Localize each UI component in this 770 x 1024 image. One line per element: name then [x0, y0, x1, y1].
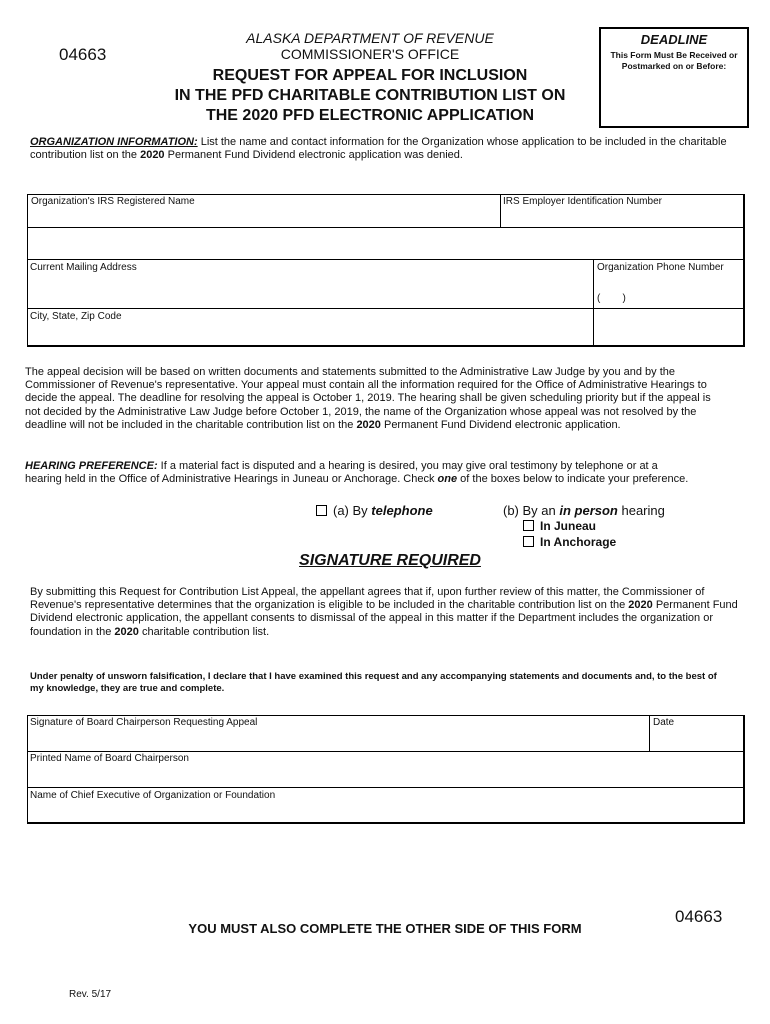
- anchorage-checkbox[interactable]: [523, 536, 534, 547]
- hearing-text2: of the boxes below to indicate your preference.: [457, 473, 689, 486]
- phone-extra-field[interactable]: [593, 308, 745, 347]
- option-anchorage[interactable]: [523, 535, 616, 549]
- revision-label: Rev. 5/17: [69, 989, 112, 1000]
- appeal-paragraph: [25, 366, 715, 432]
- sig-year2: 2020: [114, 625, 139, 638]
- perjury-statement: Under penalty of unsworn falsification, I declare that I have examined this request and any accompanying statements and documents and, to the best of my knowledge, they are true and complete.: [30, 671, 717, 694]
- deadline-title: DEADLINE: [640, 32, 708, 47]
- appeal-text2: Permanent Fund Dividend electronic application.: [380, 418, 621, 431]
- option-a-prefix: (a) By: [333, 503, 372, 518]
- telephone-checkbox[interactable]: [316, 505, 327, 516]
- option-b-suffix: hearing: [617, 503, 665, 518]
- deadline-text: This Form Must Be Received or Postmarked on or Before:: [610, 50, 738, 71]
- option-telephone[interactable]: [316, 503, 433, 518]
- hearing-heading: HEARING PREFERENCE:: [25, 460, 158, 472]
- org-info-text1: List the name and contact information for the Organization whose application to be included in the charitable contribution list on the: [30, 136, 727, 162]
- other-side-notice: YOU MUST ALSO COMPLETE THE OTHER SIDE OF THIS FORM: [188, 921, 582, 936]
- mailing-address-label: Current Mailing Address: [30, 262, 137, 273]
- ceo-name-label: Name of Chief Executive of Organization or Foundation: [30, 790, 276, 801]
- appeal-text1: The appeal decision will be based on written documents and statements submitted to the Administrative Law Judge by you and by the Commissioner of Revenue's representative. Your appeal must contain all the information required for the Office of Administrative Hearings to decide the appeal. The deadline for resolving the appeal is October 1, 2019. The hearing shall be given scheduling priority but if the appeal is not decided by the Administrative Law Judge before October 1, 2019, the name of the Organization whose appeal was not resolved by the deadline will not be included in the charitable contribution list on the: [25, 366, 711, 431]
- sig-text2: Permanent Fund Dividend electronic application, the appellant consents to dismissal of the appeal in this matter if the Department includes the organization or foundation in the: [30, 599, 738, 638]
- juneau-label: In Juneau: [540, 519, 597, 533]
- juneau-checkbox[interactable]: [523, 520, 534, 531]
- deadline-box: [599, 27, 749, 128]
- form-number: 04663: [59, 45, 107, 64]
- phone-area-code: ( ): [597, 293, 626, 304]
- anchorage-label: In Anchorage: [540, 535, 617, 549]
- office-name: COMMISSIONER'S OFFICE: [280, 46, 460, 62]
- form-title-line1: REQUEST FOR APPEAL FOR INCLUSION: [212, 67, 528, 84]
- option-in-person: [503, 503, 665, 518]
- option-a-telephone: telephone: [371, 503, 433, 518]
- printed-name-label: Printed Name of Board Chairperson: [30, 753, 189, 764]
- org-info-text2: Permanent Fund Dividend electronic application was denied.: [164, 149, 463, 162]
- date-label: Date: [653, 717, 675, 728]
- option-b-in-person: in person: [559, 503, 618, 518]
- org-info-heading: ORGANIZATION INFORMATION:: [30, 136, 198, 148]
- irs-name-value-row[interactable]: [27, 227, 745, 260]
- form-title-line2: IN THE PFD CHARITABLE CONTRIBUTION LIST ON: [174, 87, 566, 104]
- form-title-line3: THE 2020 PFD ELECTRONIC APPLICATION: [205, 107, 535, 124]
- sig-text3: charitable contribution list.: [138, 625, 270, 638]
- option-juneau[interactable]: [523, 519, 596, 533]
- hearing-preference-paragraph: [25, 460, 695, 486]
- phone-label: Organization Phone Number: [597, 262, 724, 273]
- sig-year1: 2020: [628, 599, 653, 612]
- signature-required-heading: SIGNATURE REQUIRED: [299, 552, 481, 569]
- ein-label: IRS Employer Identification Number: [503, 196, 662, 207]
- signature-agreement: [30, 586, 740, 639]
- org-info-instructions: [30, 136, 740, 162]
- option-b-prefix: (b) By an: [503, 503, 560, 518]
- hearing-one: one: [437, 473, 458, 486]
- sig-text1: By submitting this Request for Contribution List Appeal, the appellant agrees that if, upon further review of this matter, the Commissioner of Revenue's representative determines that the organization is eligible to be included in the charitable contribution list on the: [30, 586, 705, 612]
- org-info-year: 2020: [140, 149, 165, 162]
- hearing-text1: If a material fact is disputed and a hearing is desired, you may give oral testimony by telephone or at a hearing held in the Office of Administrative Hearings in Juneau or Anchorage. Check: [25, 460, 658, 486]
- signature-label: Signature of Board Chairperson Requesting Appeal: [30, 717, 258, 728]
- department-name: ALASKA DEPARTMENT OF REVENUE: [246, 30, 494, 46]
- footer-form-number: 04663: [675, 907, 723, 926]
- appeal-year: 2020: [356, 418, 381, 431]
- city-state-zip-label: City, State, Zip Code: [30, 311, 122, 322]
- irs-name-label: Organization's IRS Registered Name: [31, 196, 195, 207]
